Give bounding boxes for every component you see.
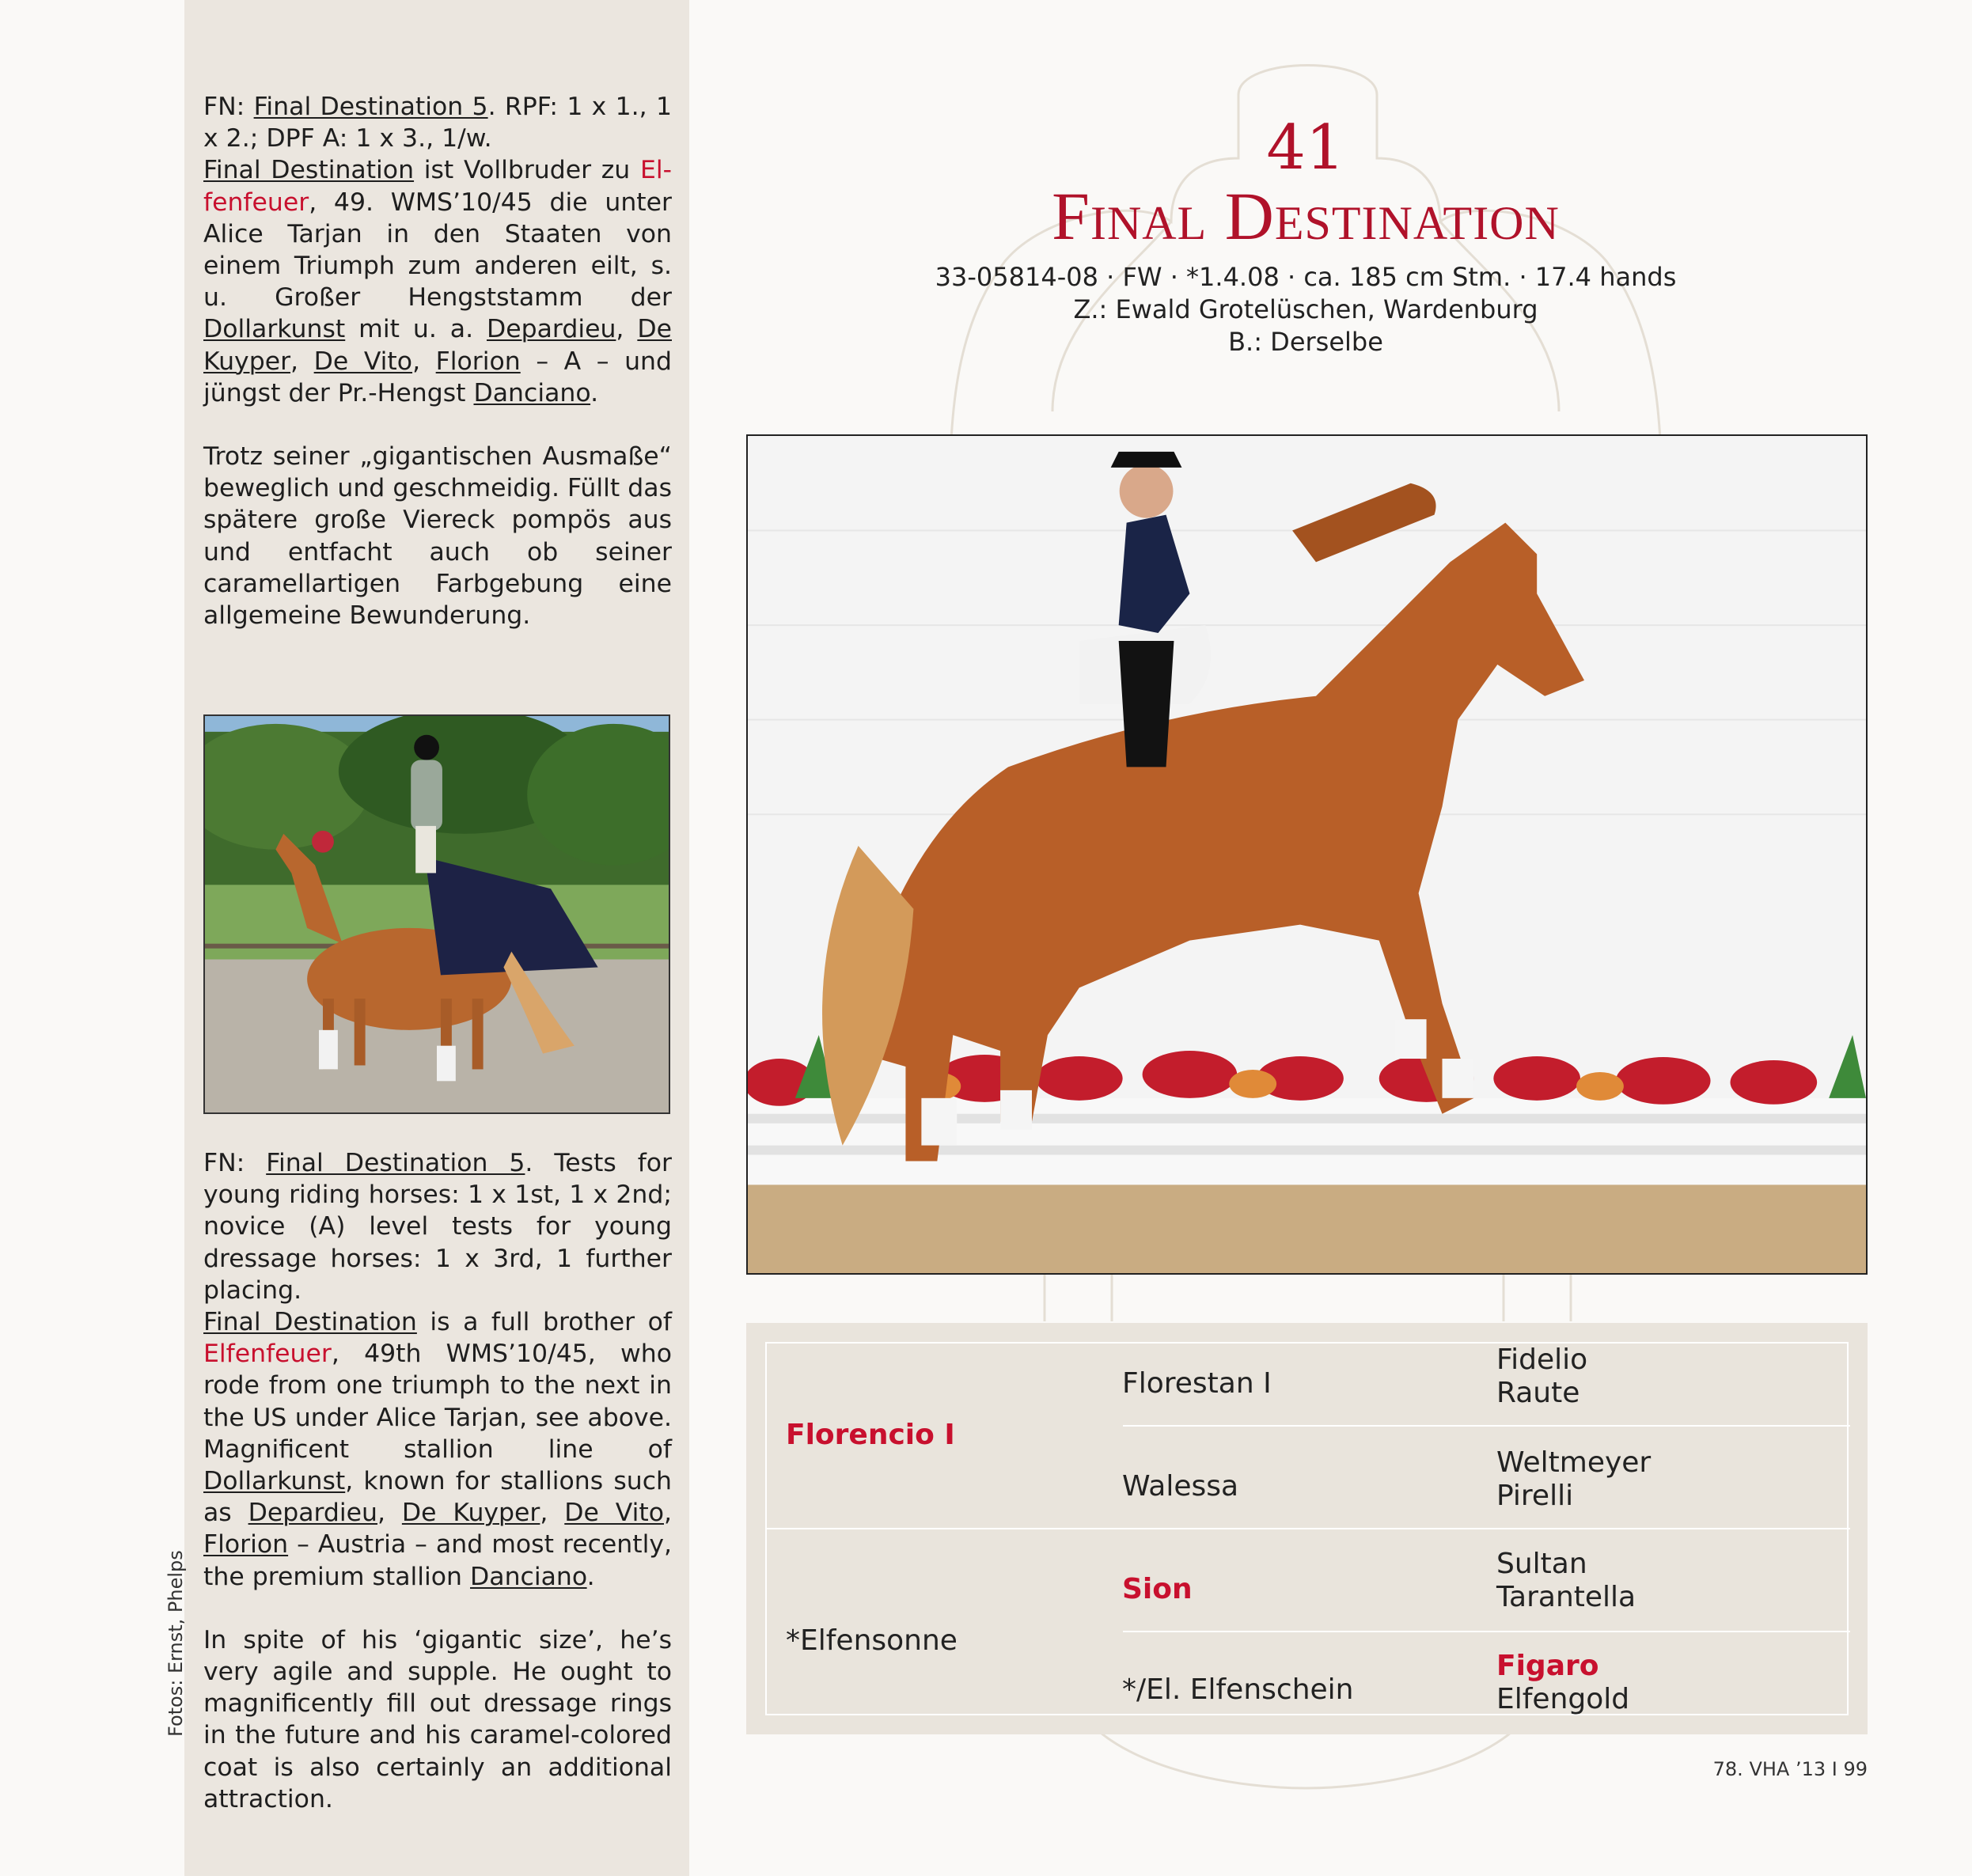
horse-name-link: Dollarkunst bbox=[203, 315, 346, 344]
highlighted-horse-name: Elfenfeuer bbox=[203, 1340, 332, 1369]
pedigree-dam: *Elfensonne bbox=[786, 1624, 958, 1657]
text-run: , known for stallions such as bbox=[203, 1467, 672, 1528]
horse-name: Final Destination bbox=[1052, 178, 1560, 254]
german-paragraph-character bbox=[203, 441, 672, 631]
horse-name-link: De Vito bbox=[564, 1499, 664, 1528]
horse-name-link: Final Destination 5 bbox=[253, 93, 488, 121]
text-run: , bbox=[377, 1499, 402, 1528]
english-description bbox=[203, 1147, 672, 1815]
english-paragraph-character bbox=[203, 1624, 672, 1815]
pedigree-dam-sire: Sion bbox=[1122, 1573, 1193, 1605]
pedigree-divider bbox=[1123, 1631, 1850, 1632]
lot-number: 41 bbox=[1266, 112, 1345, 184]
owner-info: B.: Derselbe bbox=[1228, 327, 1383, 357]
horse-name-link: De Kuyper bbox=[401, 1499, 540, 1528]
pedigree-sire-sire: Florestan I bbox=[1122, 1367, 1272, 1400]
horse-registration-info: 33-05814-08 · FW · *1.4.08 · ca. 185 cm Stm. · 17.4 hands bbox=[935, 262, 1677, 292]
text-run: In spite of his ‘gigantic size’, he’s very agile and supple. He ought to magnificently fill out dressage rings in the future and his caramel-colored coat is also certainly an additional attraction. bbox=[203, 1625, 672, 1813]
pedigree-dds: Figaro bbox=[1496, 1650, 1599, 1682]
pedigree-dsd: Tarantella bbox=[1496, 1581, 1636, 1613]
horse-name-link: De Vito bbox=[313, 347, 413, 376]
photo-main-horse-dressage bbox=[746, 434, 1868, 1275]
text-run: Trotz seiner „gigantischen Ausmaße“ beweglich und geschmeidig. Füllt das spätere große Viereck pompös aus und entfacht auch ob seiner caramellartigen Farbgebung eine allgemeine Bewunderung. bbox=[203, 442, 672, 631]
text-run: . Tests for young riding horses: 1 x 1st, 1 x 2nd; novice (A) level tests for young dressage horses: 1 x 3rd, 1 further placing. bbox=[203, 1149, 673, 1305]
pedigree-sire: Florencio I bbox=[786, 1419, 955, 1451]
text-run: ist Vollbruder zu bbox=[414, 156, 640, 185]
horse-name-link: Final Destination bbox=[203, 156, 415, 185]
text-run: . RPF: 1 x 1., 1 x 2.; DPF A: 1 x 3., 1/w. bbox=[203, 93, 673, 153]
text-run: , bbox=[664, 1499, 673, 1528]
text-run: is a full brother of bbox=[416, 1308, 672, 1337]
horse-name-link: Florion bbox=[435, 347, 521, 376]
horse-name-link: Florion bbox=[203, 1530, 289, 1560]
pedigree-divider bbox=[1123, 1425, 1850, 1427]
pedigree-sire-dam: Walessa bbox=[1122, 1470, 1239, 1503]
horse-name-link: Danciano bbox=[473, 378, 591, 407]
text-run: FN: bbox=[203, 93, 254, 121]
german-paragraph-results bbox=[203, 91, 672, 154]
pedigree-sdd: Pirelli bbox=[1496, 1480, 1574, 1512]
text-run: mit u. a. bbox=[345, 315, 487, 344]
text-run: – Austria – and most recently, the premium stallion bbox=[203, 1530, 672, 1591]
horse-name-link: Final Destination 5 bbox=[266, 1149, 525, 1177]
text-run: – A – und jüngst der Pr.-Hengst bbox=[203, 347, 672, 407]
highlighted-horse-name: Elfenfeuer bbox=[203, 156, 672, 217]
german-paragraph-pedigree bbox=[203, 154, 672, 409]
german-description bbox=[203, 91, 672, 631]
english-paragraph-pedigree bbox=[203, 1306, 672, 1593]
pedigree-table bbox=[746, 1323, 1868, 1734]
horse-name-link: Depardieu bbox=[248, 1499, 377, 1528]
text-run: , bbox=[290, 347, 314, 376]
breeder-info: Z.: Ewald Grotelüschen, Wardenburg bbox=[1073, 294, 1538, 324]
text-run: , 49. WMS’10/45 die unter Alice Tarjan in den Staaten von einem Triumph zum anderen eilt, s. u. Großer Hengststamm der bbox=[203, 188, 672, 313]
horse-name-link: De Kuyper bbox=[203, 315, 672, 376]
pedigree-dam-dam: */El. Elfenschein bbox=[1122, 1673, 1354, 1706]
pedigree-grid bbox=[765, 1342, 1849, 1715]
horse-name-link: Final Destination bbox=[203, 1308, 417, 1337]
pedigree-dss: Sultan bbox=[1496, 1548, 1587, 1580]
pedigree-sss: Fidelio bbox=[1496, 1344, 1588, 1376]
page-number: 78. VHA ’13 I 99 bbox=[1712, 1758, 1868, 1780]
english-paragraph-results bbox=[203, 1147, 672, 1306]
text-run: FN: bbox=[203, 1149, 267, 1177]
text-run: , bbox=[540, 1499, 565, 1528]
text-run: . bbox=[586, 1562, 595, 1591]
horse-name-link: Dollarkunst bbox=[203, 1467, 346, 1496]
horse-name-link: Depardieu bbox=[487, 315, 616, 344]
text-run: , bbox=[412, 347, 436, 376]
photo-small-rider-outdoor bbox=[203, 714, 670, 1114]
horse-name-link: Danciano bbox=[470, 1562, 587, 1591]
text-run: , bbox=[616, 315, 638, 344]
pedigree-ddd: Elfengold bbox=[1496, 1683, 1630, 1715]
pedigree-divider bbox=[767, 1528, 1850, 1529]
photo-credit: Fotos: Ernst, Phelps bbox=[165, 1550, 187, 1737]
text-run: , 49th WMS’10/45, who rode from one triumph to the next in the US under Alice Tarjan, see above. Magnificent stallion line of bbox=[203, 1340, 672, 1464]
pedigree-ssd: Raute bbox=[1496, 1377, 1580, 1409]
text-run: . bbox=[590, 378, 599, 407]
pedigree-sds: Weltmeyer bbox=[1496, 1446, 1652, 1479]
